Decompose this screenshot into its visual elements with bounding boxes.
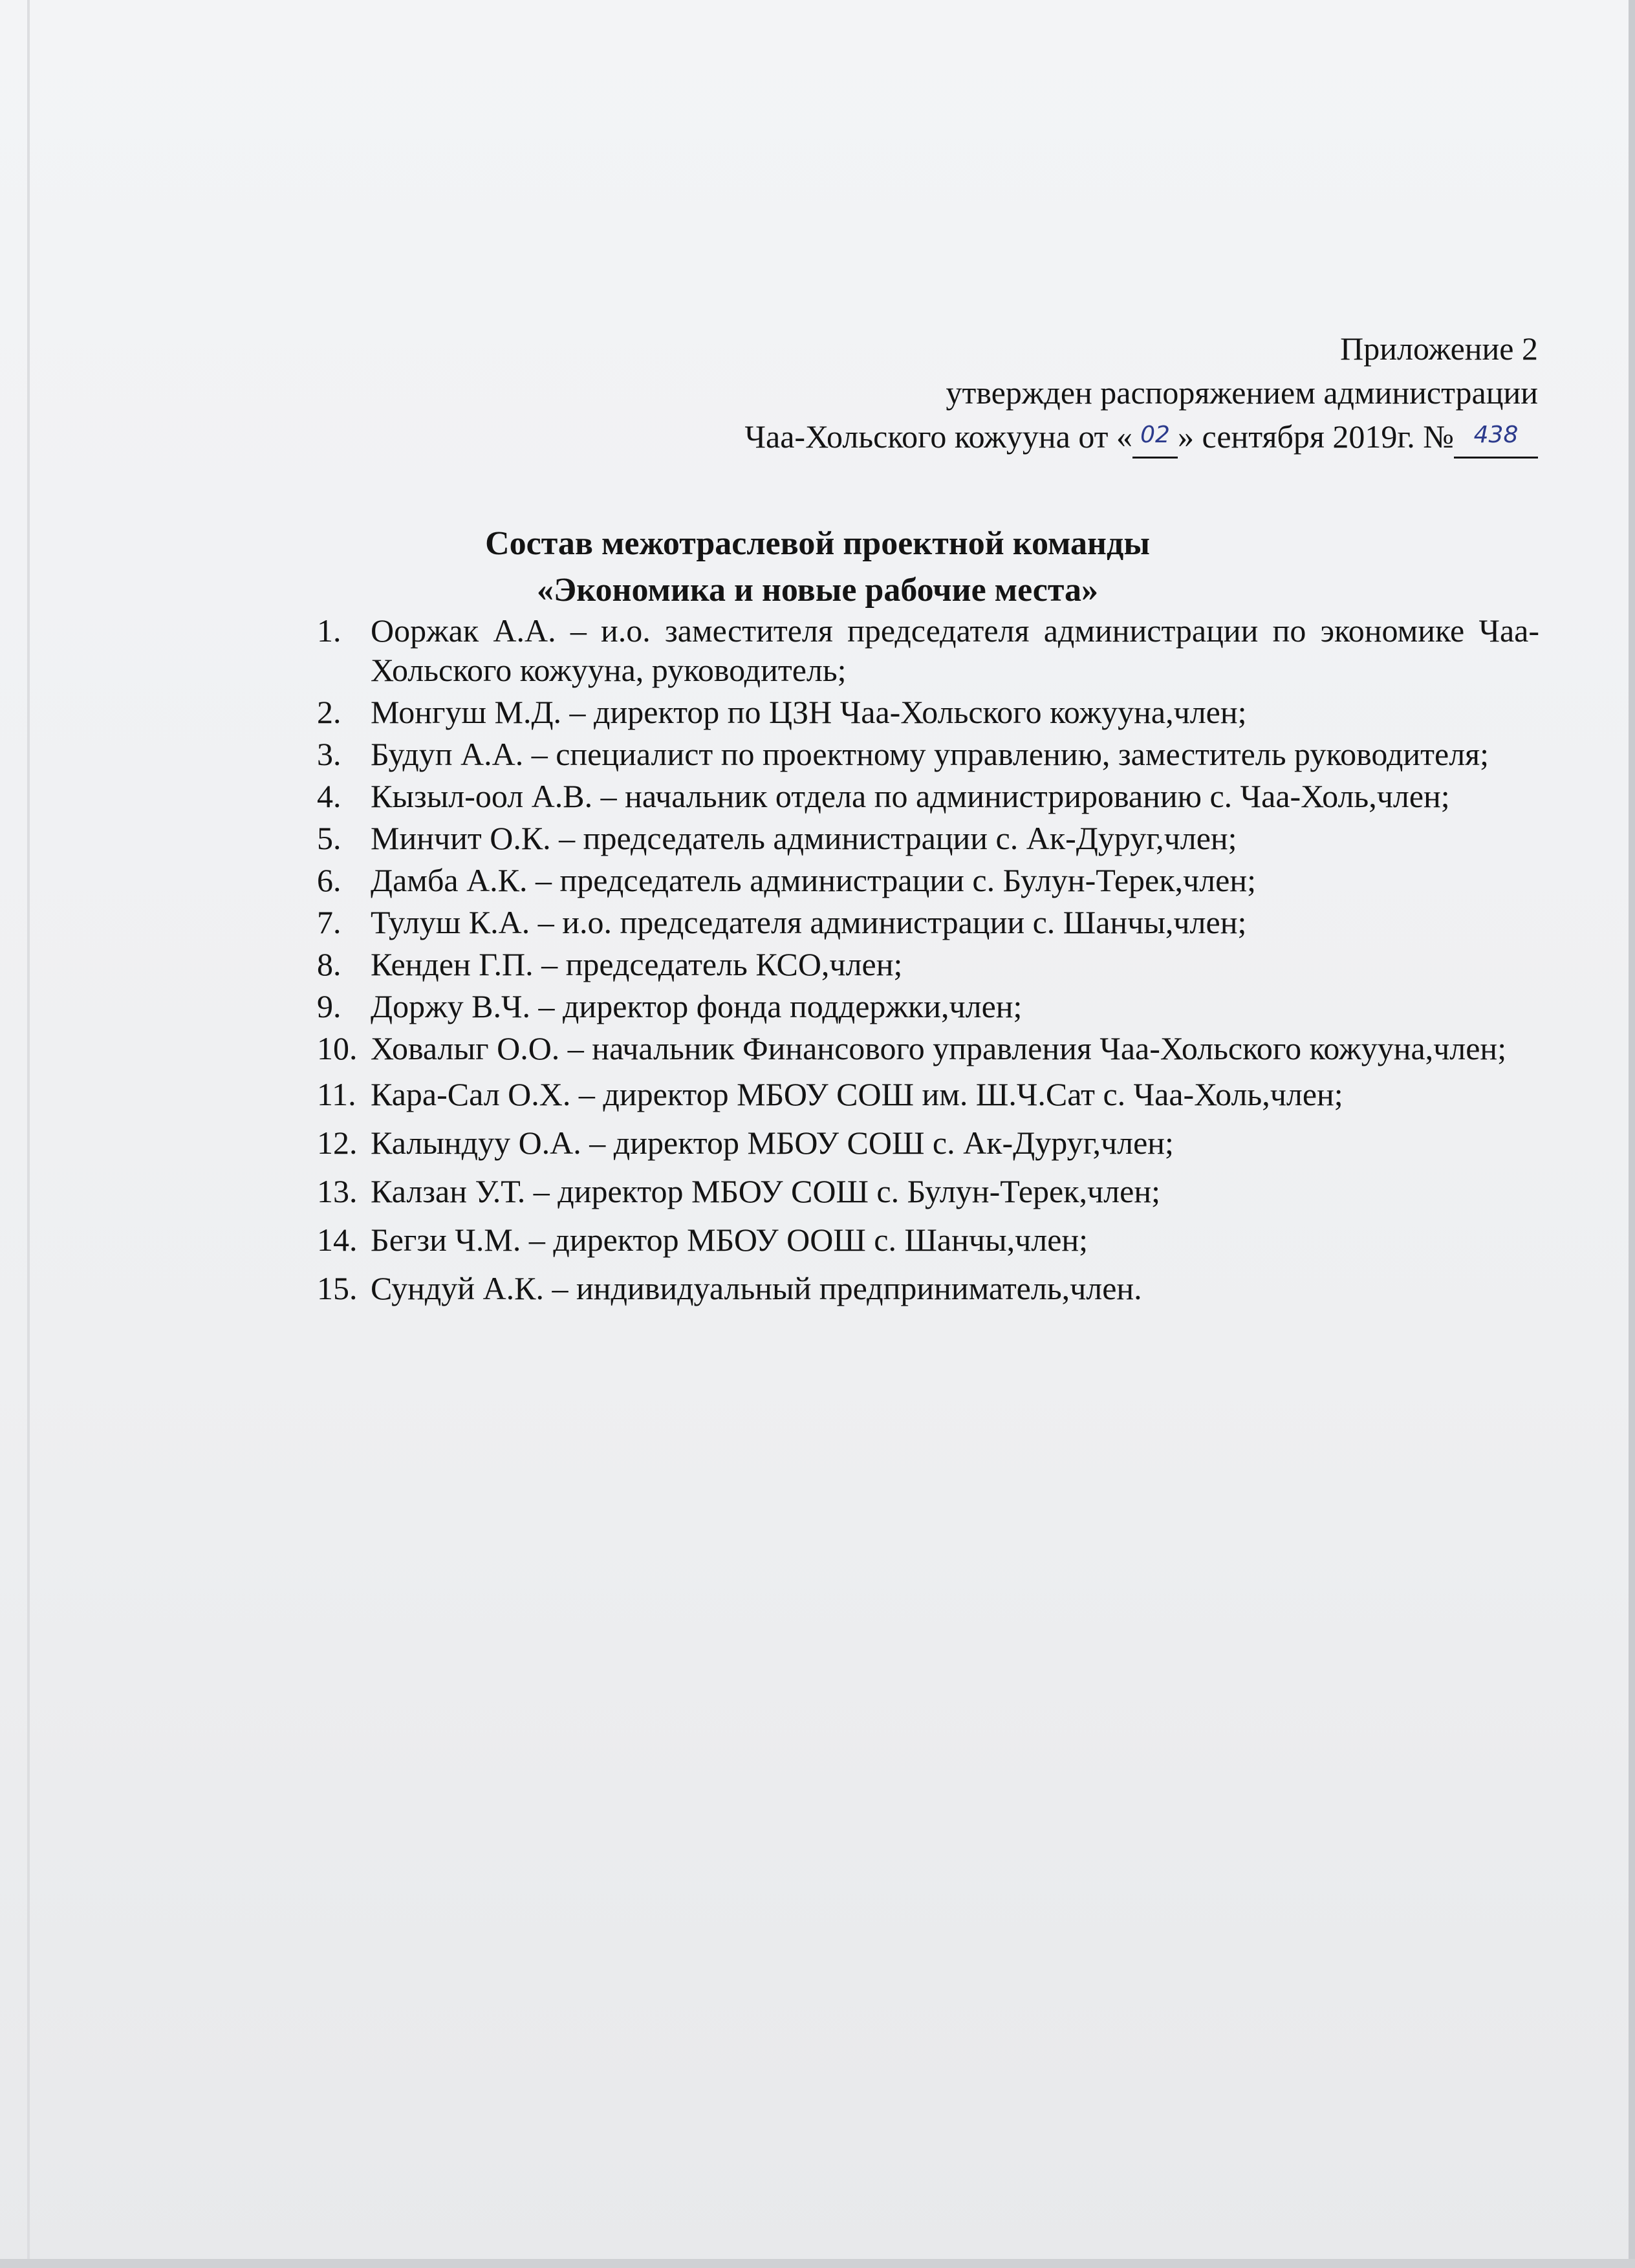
item-text: Тулуш К.А. – и.о. председателя администрации с. Шанчы,член; [371, 904, 1247, 940]
title-line-2: «Экономика и новые рабочие места» [536, 572, 1099, 609]
item-text: Бегзи Ч.М. – директор МБОУ ООШ с. Шанчы,член; [371, 1222, 1088, 1258]
item-number: 1. [317, 612, 341, 649]
list-item [317, 1220, 1539, 1260]
handwritten-day: 02 [1140, 422, 1170, 448]
item-number: 7. [317, 904, 341, 940]
scan-left-edge [27, 0, 30, 2268]
list-item [317, 1172, 1539, 1211]
scan-bottom-edge [0, 2259, 1635, 2268]
day-blank [1132, 420, 1178, 459]
item-text: Сундуй А.К. – индивидуальный предприниматель,член. [371, 1270, 1142, 1306]
item-number: 5. [317, 820, 341, 856]
list-item [317, 611, 1539, 690]
list-item [317, 1029, 1539, 1068]
list-item [317, 861, 1539, 900]
date-line [568, 415, 1538, 459]
appendix-label: Приложение 2 [1340, 330, 1538, 367]
item-text: Калындуу О.А. – директор МБОУ СОШ с. Ак-Дуруг,член; [371, 1125, 1174, 1161]
list-item [317, 945, 1539, 984]
item-number: 2. [317, 694, 341, 730]
list-item [317, 903, 1539, 942]
title-line-1: Состав межотраслевой проектной команды [485, 525, 1150, 562]
item-number: 10. [317, 1030, 358, 1066]
item-text: Доржу В.Ч. – директор фонда поддержки,член; [371, 988, 1023, 1024]
item-number: 9. [317, 988, 341, 1024]
date-middle: » сентября 2019г. № [1178, 418, 1454, 455]
list-item [317, 1269, 1539, 1308]
list-item [317, 777, 1539, 816]
item-text: Дамба А.К. – председатель администрации с. Булун-Терек,член; [371, 862, 1256, 898]
appendix-header [568, 327, 1538, 459]
item-text: Кара-Сал О.Х. – директор МБОУ СОШ им. Ш.Ч.Сат с. Чаа-Холь,член; [371, 1076, 1343, 1112]
list-item [317, 735, 1539, 774]
list-item [317, 819, 1539, 858]
item-number: 12. [317, 1125, 358, 1161]
document-title [0, 521, 1635, 614]
item-text: Ооржак А.А. – и.о. заместителя председателя администрации по экономике Чаа-Хольского кожууна, руководитель; [371, 612, 1539, 688]
item-number: 4. [317, 778, 341, 814]
item-text: Кызыл-оол А.В. – начальник отдела по администрированию с. Чаа-Холь,член; [371, 778, 1450, 814]
item-number: 14. [317, 1222, 358, 1258]
approval-line: утвержден распоряжением администрации [946, 374, 1538, 411]
item-text: Ховалыг О.О. – начальник Финансового управления Чаа-Хольского кожууна,член; [371, 1030, 1507, 1066]
item-number: 3. [317, 736, 341, 772]
list-item [317, 1075, 1539, 1114]
date-prefix: Чаа-Хольского кожууна от « [744, 418, 1133, 455]
handwritten-number: 438 [1473, 422, 1519, 448]
item-number: 15. [317, 1270, 358, 1306]
item-number: 8. [317, 946, 341, 982]
item-text: Будуп А.А. – специалист по проектному управлению, заместитель руководителя; [371, 736, 1489, 772]
members-list [317, 611, 1539, 1308]
number-blank [1454, 420, 1538, 459]
item-number: 11. [317, 1076, 356, 1112]
item-text: Монгуш М.Д. – директор по ЦЗН Чаа-Хольского кожууна,член; [371, 694, 1247, 730]
list-item [317, 693, 1539, 732]
item-number: 13. [317, 1173, 358, 1209]
item-number: 6. [317, 862, 341, 898]
scan-right-edge [1629, 0, 1635, 2268]
list-item [317, 987, 1539, 1026]
item-text: Минчит О.К. – председатель администрации с. Ак-Дуруг,член; [371, 820, 1237, 856]
list-item [317, 1123, 1539, 1163]
item-text: Кенден Г.П. – председатель КСО,член; [371, 946, 903, 982]
item-text: Калзан У.Т. – директор МБОУ СОШ с. Булун-Терек,член; [371, 1173, 1160, 1209]
